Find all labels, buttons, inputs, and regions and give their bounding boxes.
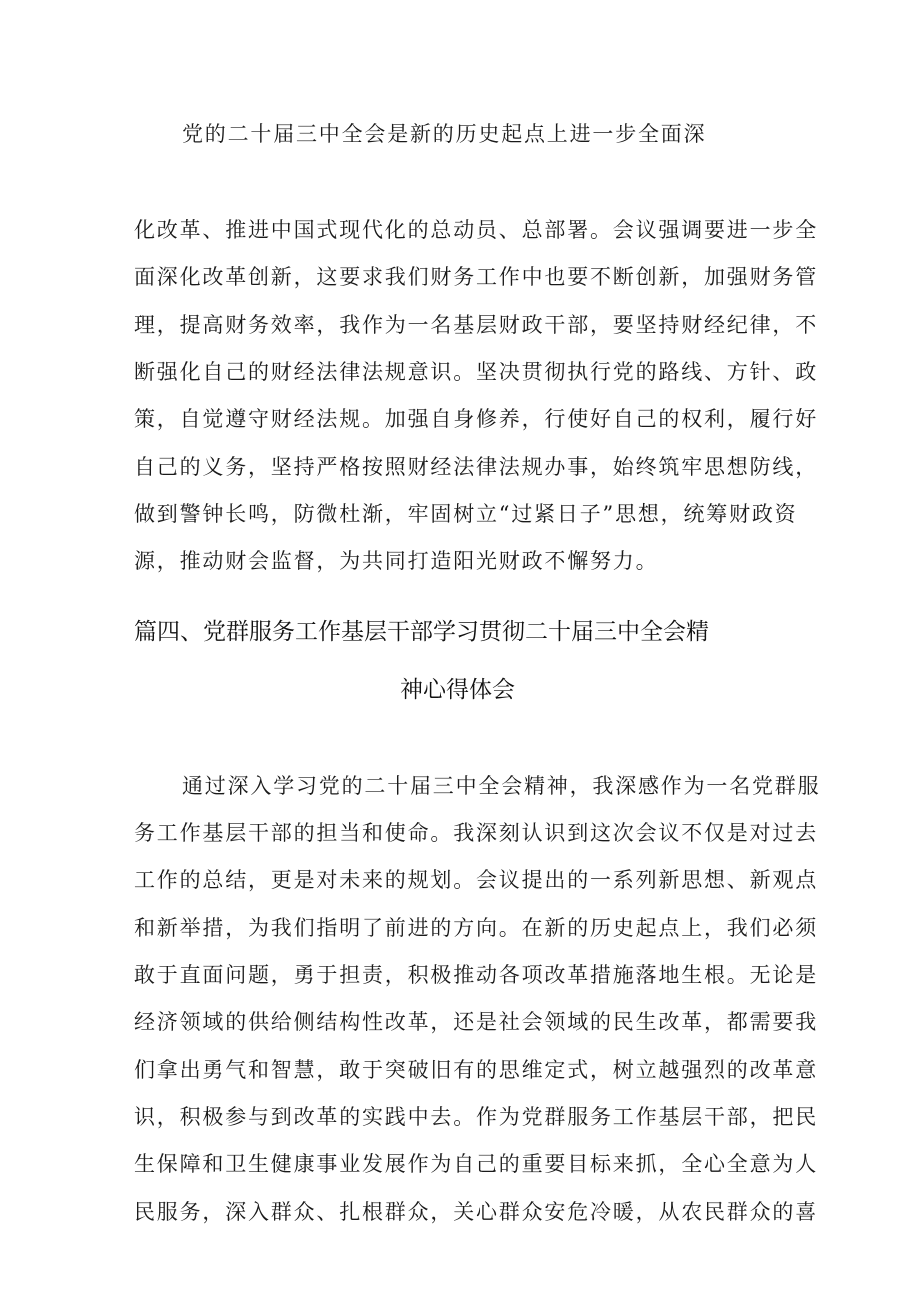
paragraph-1-line-2: 化改革、推进中国式现代化的总动员、总部署。会议强调要进一步全: [134, 218, 818, 242]
paragraph-2-line-3: 工作的总结，更是对未来的规划。会议提出的一系列新思想、新观点: [134, 868, 818, 892]
paragraph-2-line-6: 经济领域的供给侧结构性改革，还是社会领域的民生改革，都需要我: [134, 1010, 818, 1034]
paragraph-1-line-6: 策，自觉遵守财经法规。加强自身修养，行使好自己的权利，履行好: [134, 407, 818, 431]
paragraph-1-line-5: 断强化自己的财经法律法规意识。坚决贯彻执行党的路线、方针、政: [134, 360, 818, 384]
section-heading-line-2: 神心得体会: [400, 677, 515, 703]
paragraph-1-line-1: 党的二十届三中全会是新的历史起点上进一步全面深: [182, 122, 707, 146]
paragraph-2-line-1: 通过深入学习党的二十届三中全会精神，我深感作为一名党群服: [182, 774, 821, 798]
paragraph-2-line-4: 和新举措，为我们指明了前进的方向。在新的历史起点上，我们必须: [134, 916, 818, 940]
paragraph-2-line-8: 识，积极参与到改革的实践中去。作为党群服务工作基层干部，把民: [134, 1105, 818, 1129]
paragraph-2-line-7: 们拿出勇气和智慧，敢于突破旧有的思维定式，树立越强烈的改革意: [134, 1058, 818, 1082]
paragraph-2-line-5: 敢于直面问题，勇于担责，积极推动各项改革措施落地生根。无论是: [134, 963, 818, 987]
paragraph-2-line-9: 生保障和卫生健康事业发展作为自己的重要目标来抓，全心全意为人: [134, 1152, 818, 1176]
paragraph-1-line-8: 做到警钟长鸣，防微杜渐，牢固树立“过紧日子”思想，统筹财政资: [134, 502, 798, 526]
paragraph-2-line-10: 民服务，深入群众、扎根群众，关心群众安危冷暖，从农民群众的喜: [134, 1200, 818, 1224]
section-heading-line-1: 篇四、党群服务工作基层干部学习贯彻二十届三中全会精: [134, 619, 709, 645]
paragraph-1-line-4: 理，提高财务效率，我作为一名基层财政干部，要坚持财经纪律，不: [134, 313, 818, 337]
paragraph-1-line-7: 自己的义务，坚持严格按照财经法律法规办事，始终筑牢思想防线，: [134, 455, 818, 479]
paragraph-2-line-2: 务工作基层干部的担当和使命。我深刻认识到这次会议不仅是对过去: [134, 821, 818, 845]
paragraph-1-line-9: 源，推动财会监督，为共同打造阳光财政不懈努力。: [134, 549, 659, 573]
paragraph-1-line-3: 面深化改革创新，这要求我们财务工作中也要不断创新，加强财务管: [134, 265, 818, 289]
